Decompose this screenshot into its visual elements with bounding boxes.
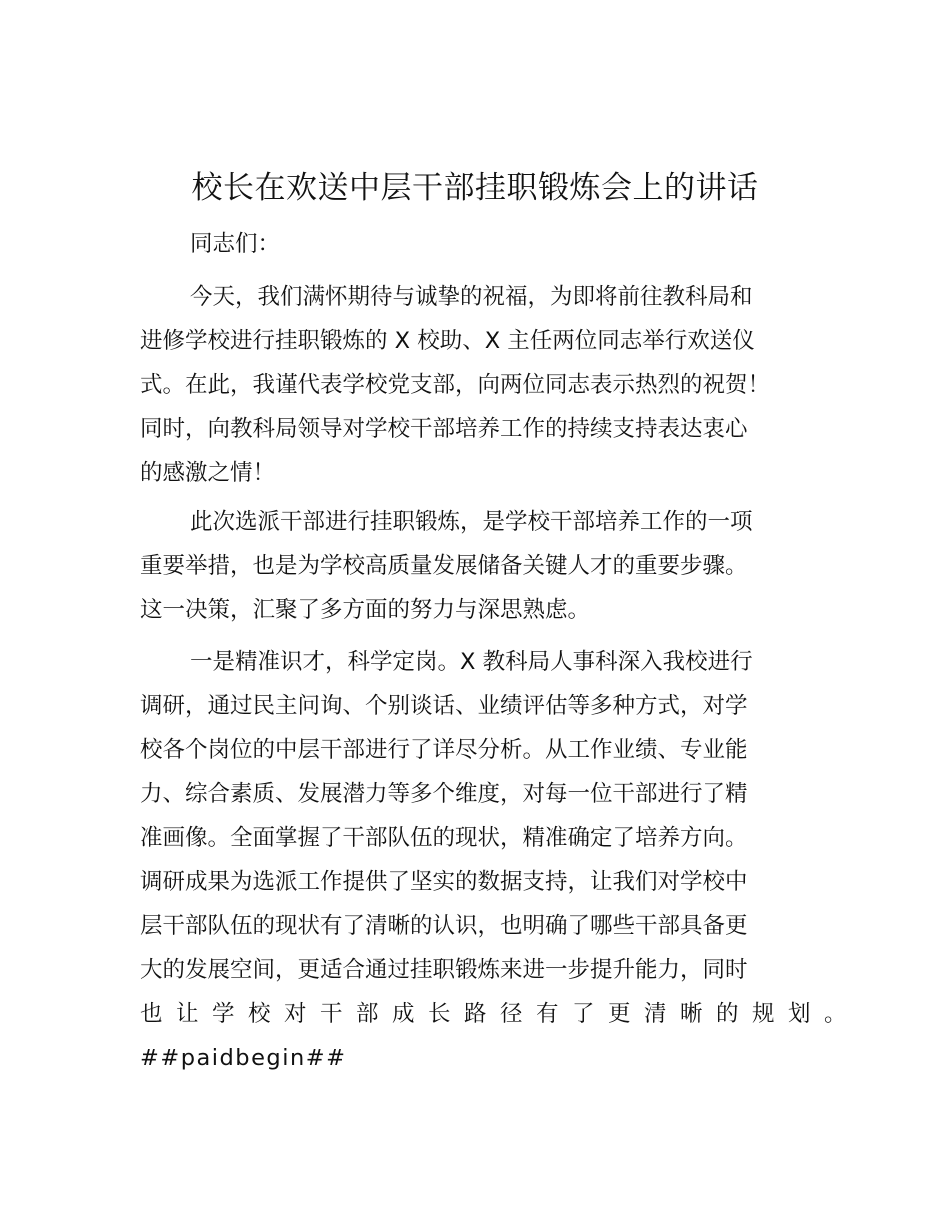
paragraph-line: 大的发展空间，更适合通过挂职锻炼来进一步提升能力，同时	[140, 957, 748, 983]
paid-begin-marker: ##paidbegin##	[140, 1045, 347, 1071]
paragraph-line: 也让学校对干部成长路径有了更清晰的规划。	[140, 1001, 861, 1027]
paragraph-line: 一是精准识才，科学定岗。X 教科局人事科深入我校进行	[190, 649, 753, 675]
paragraph-line: 的感激之情！	[140, 460, 276, 486]
paragraph-line: 进修学校进行挂职锻炼的 X 校助、X 主任两位同志举行欢送仪	[140, 328, 755, 354]
greeting: 同志们：	[190, 231, 281, 257]
paragraph-line: 今天，我们满怀期待与诚挚的祝福，为即将前往教科局和	[190, 284, 753, 310]
paragraph-2	[140, 500, 830, 632]
paragraph-line: 此次选派干部进行挂职锻炼，是学校干部培养工作的一项	[190, 509, 753, 535]
paragraph-line: 同时，向教科局领导对学校干部培养工作的持续支持表达衷心	[140, 416, 748, 442]
paragraph-line: 力、综合素质、发展潜力等多个维度，对每一位干部进行了精	[140, 781, 748, 807]
paragraph-line: 准画像。全面掌握了干部队伍的现状，精准确定了培养方向。	[140, 825, 748, 851]
paragraph-line: 层干部队伍的现状有了清晰的认识，也明确了哪些干部具备更	[140, 913, 748, 939]
paragraph-line: 式。在此，我谨代表学校党支部，向两位同志表示热烈的祝贺！	[140, 372, 771, 398]
paragraph-3	[140, 640, 861, 1080]
paragraph-line: 调研，通过民主问询、个别谈话、业绩评估等多种方式，对学	[140, 693, 748, 719]
document-title: 校长在欢送中层干部挂职锻炼会上的讲话	[191, 170, 759, 206]
paragraph-line: 这一决策，汇聚了多方面的努力与深思熟虑。	[140, 597, 591, 623]
paragraph-line: 校各个岗位的中层干部进行了详尽分析。从工作业绩、专业能	[140, 737, 748, 763]
paragraph-line: 调研成果为选派工作提供了坚实的数据支持，让我们对学校中	[140, 869, 748, 895]
paragraph-1	[140, 275, 830, 495]
paragraph-line: 重要举措，也是为学校高质量发展储备关键人才的重要步骤。	[140, 553, 748, 579]
